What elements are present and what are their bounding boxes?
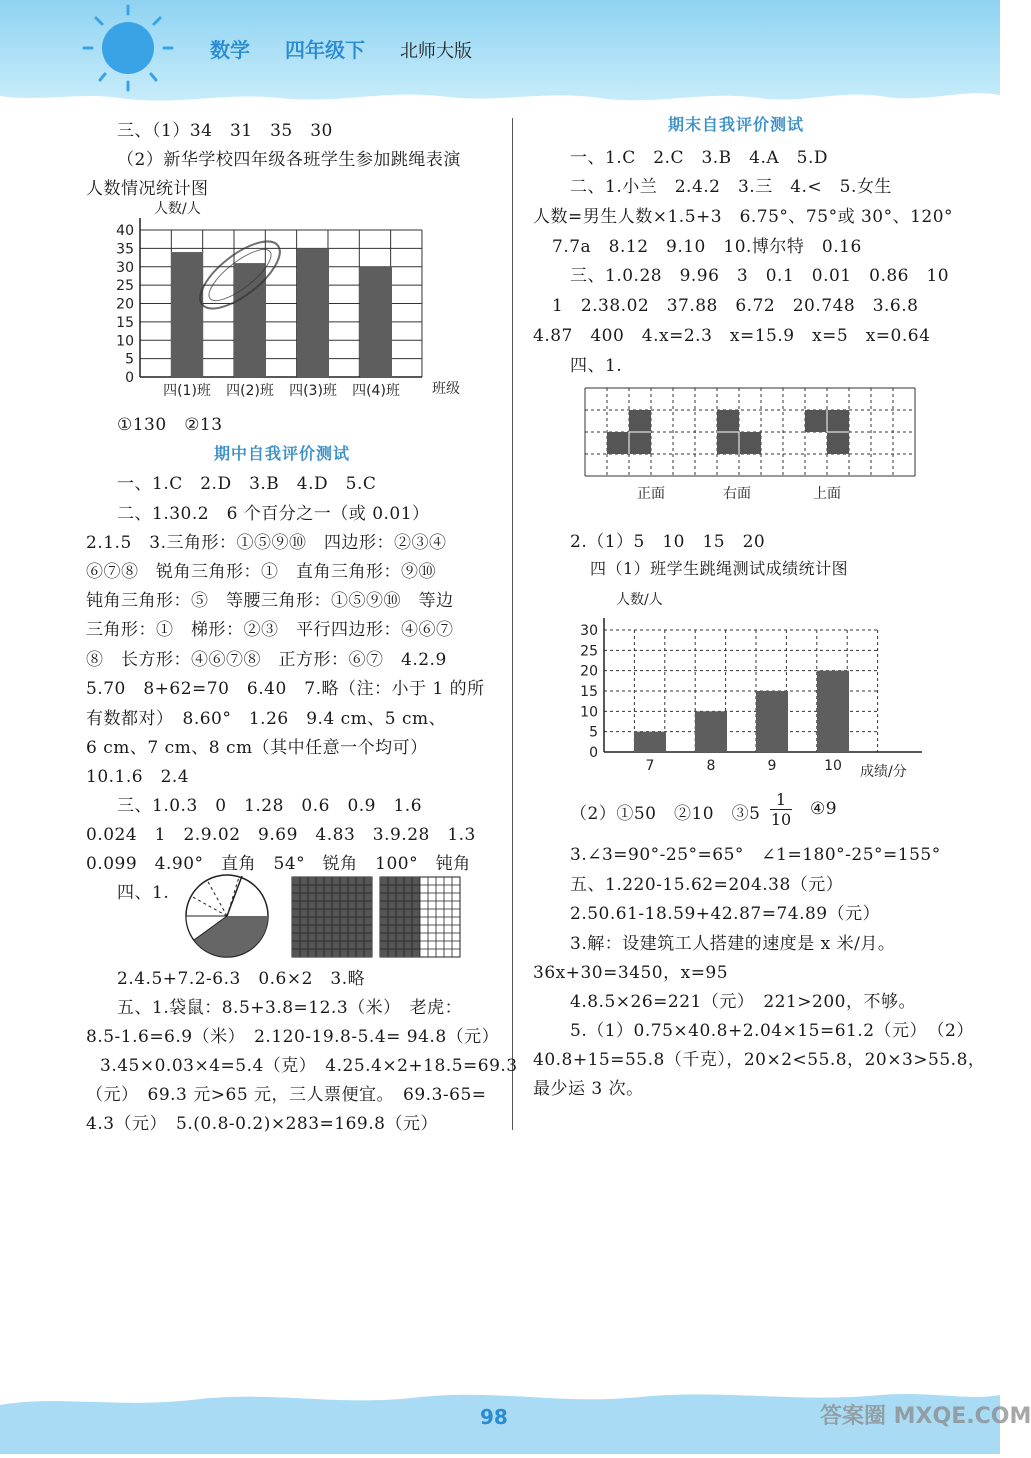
- answer-line: 三角形：① 梯形：②③ 平行四边形：④⑥⑦: [86, 620, 454, 640]
- y-tick-label: 10: [116, 333, 134, 350]
- answer-line: 一、1.C 2.D 3.B 4.D 5.C: [117, 474, 377, 494]
- answer-line: 有数都对） 8.60° 1.26 9.4 cm、5 cm、: [86, 709, 447, 729]
- fraction: [770, 790, 792, 829]
- bar: [634, 732, 666, 752]
- answer-line: 二、1.30.2 6 个百分之一（或 0.01）: [117, 504, 430, 524]
- y-tick-label: 15: [580, 684, 598, 700]
- answer-line: （2）①50 ②10 ③5: [570, 804, 761, 824]
- x-tick-label: 8: [706, 758, 716, 774]
- y-tick-label: 30: [116, 259, 134, 276]
- fraction-numerator: 1: [775, 790, 787, 809]
- page-header: [0, 0, 1000, 112]
- answer-line: 5.（1）0.75×40.8+2.04×15=61.2（元） （2）: [570, 1021, 974, 1041]
- answer-line: 三、1.0.28 9.96 3 0.1 0.01 0.86 10: [570, 266, 950, 286]
- answer-line: 四、1.: [570, 356, 623, 376]
- y-tick-label: 5: [589, 724, 598, 741]
- bar: [756, 691, 788, 752]
- y-tick-label: 15: [116, 314, 134, 331]
- answer-line: 0.024 1 2.9.02 9.69 4.83 3.9.28 1.3: [86, 825, 476, 845]
- answer-line: 36x+30=3450，x=95: [533, 963, 729, 983]
- column-divider: [512, 118, 513, 1130]
- answer-line: （元） 69.3 元>65 元，三人票便宜。 69.3-65=: [86, 1085, 487, 1105]
- answer-line: 7.7a 8.12 9.10 10.博尔特 0.16: [552, 237, 862, 257]
- hundred-grid-a: [292, 877, 372, 957]
- answer-line: ⑧ 长方形：④⑥⑦⑧ 正方形：⑥⑦ 4.2.9: [86, 650, 447, 670]
- y-tick-label: 0: [125, 370, 134, 386]
- answer-line: 二、1.小兰 2.4.2 3.三 4.< 5.女生: [570, 177, 892, 197]
- y-axis-label: 人数/人: [154, 201, 201, 217]
- answer-line: 四、1.: [117, 883, 170, 903]
- y-tick-label: 0: [589, 745, 598, 761]
- y-tick-label: 30: [580, 623, 598, 639]
- bar: [297, 248, 329, 377]
- answer-line: 3.∠3=90°-25°=65° ∠1=180°-25°=155°: [570, 845, 941, 865]
- fraction-figures: [184, 872, 474, 964]
- answer-line: 三、（1）34 31 35 30: [117, 121, 333, 141]
- answer-line: 2.4.5+7.2-6.3 0.6×2 3.略: [117, 969, 366, 989]
- answer-line: ⑥⑦⑧ 锐角三角形：① 直角三角形：⑨⑩: [86, 562, 436, 582]
- bar: [234, 263, 266, 377]
- page-footer: [0, 1385, 1031, 1454]
- answer-line: 40.8+15=55.8（千克），20×2<55.8，20×3>55.8，: [533, 1050, 986, 1070]
- three-views-grid: [585, 388, 915, 478]
- answer-line: （2）新华学校四年级各班学生参加跳绳表演: [117, 150, 461, 170]
- answer-line: 10.1.6 2.4: [86, 767, 190, 787]
- header-edition: 北师大版: [400, 41, 472, 62]
- x-tick-label: 9: [767, 758, 777, 774]
- header-banner: [0, 0, 1000, 112]
- fraction-denominator: 10: [770, 810, 792, 829]
- y-tick-label: 5: [125, 351, 134, 368]
- answer-line: ①130 ②13: [117, 415, 223, 435]
- y-tick-label: 20: [116, 296, 134, 313]
- x-tick-label: 四(2)班: [226, 383, 274, 399]
- watermark: 答案圈 MXQE.COM: [820, 1404, 1031, 1429]
- answer-line: 人数情况统计图: [86, 179, 209, 199]
- y-tick-label: 25: [116, 278, 134, 295]
- answer-line: 4.8.5×26=221（元） 221>200，不够。: [570, 992, 916, 1012]
- y-tick-label: 10: [580, 704, 598, 721]
- answer-line: 人数=男生人数×1.5+3 6.75°、75°或 30°、120°: [533, 207, 954, 227]
- bar: [171, 252, 203, 377]
- bar: [360, 267, 392, 377]
- x-axis-label: 成绩/分: [860, 764, 907, 780]
- bar-chart-jump-rope-classes: [110, 195, 480, 405]
- answer-line: 一、1.C 2.C 3.B 4.A 5.D: [570, 148, 829, 168]
- bar: [695, 711, 727, 752]
- x-tick-label: 四(4)班: [352, 383, 400, 399]
- y-tick-label: 35: [116, 241, 134, 258]
- answer-line: 五、1.220-15.62=204.38（元）: [570, 875, 844, 895]
- header-subject: 数学: [210, 38, 250, 62]
- page-number: 98: [480, 1405, 508, 1429]
- section-title-midterm: 期中自我评价测试: [214, 444, 351, 463]
- x-tick-label: 四(3)班: [289, 383, 337, 399]
- y-tick-label: 20: [580, 663, 598, 680]
- answer-line: 2.（1）5 10 15 20: [570, 532, 766, 552]
- x-tick-label: 7: [645, 758, 655, 774]
- sun-icon: [102, 22, 154, 74]
- answer-line: 2.1.5 3.三角形：①⑤⑨⑩ 四边形：②③④: [86, 533, 447, 553]
- answer-line: 5.70 8+62=70 6.40 7.略（注：小于 1 的所: [86, 679, 485, 699]
- chart-title: 四（1）班学生跳绳测试成绩统计图: [590, 559, 849, 578]
- x-tick-label: 四(1)班: [163, 383, 211, 399]
- header-grade: 四年级下: [285, 38, 365, 62]
- y-axis-label: 人数/人: [616, 592, 663, 608]
- answer-line: 0.099 4.90° 直角 54° 锐角 100° 钝角: [86, 854, 471, 874]
- answer-line: 6 cm、7 cm、8 cm（其中任意一个均可）: [86, 738, 428, 758]
- answer-line: 4.3（元） 5.(0.8-0.2)×283=169.8（元）: [86, 1114, 438, 1134]
- bar: [817, 671, 849, 752]
- answer-line: 3.45×0.03×4=5.4（克） 4.25.4×2+18.5=69.3: [100, 1056, 518, 1076]
- answer-line: 4.87 400 4.x=2.3 x=15.9 x=5 x=0.64: [533, 326, 931, 346]
- x-tick-label: 10: [824, 758, 842, 774]
- view-label-front: 正面: [637, 486, 665, 502]
- answer-line: 钝角三角形：⑤ 等腰三角形：①⑤⑨⑩ 等边: [86, 591, 454, 611]
- answer-line: 2.50.61-18.59+42.87=74.89（元）: [570, 904, 881, 924]
- x-axis-label: 班级: [432, 381, 460, 397]
- answer-line: 8.5-1.6=6.9（米） 2.120-19.8-5.4= 94.8（元）: [86, 1027, 500, 1047]
- answer-line: 五、1.袋鼠：8.5+3.8=12.3（米） 老虎：: [117, 998, 463, 1018]
- hundred-grid-b: [380, 877, 460, 957]
- answer-line: 1 2.38.02 37.88 6.72 20.748 3.6.8: [552, 296, 919, 316]
- answer-line: 三、1.0.3 0 1.28 0.6 0.9 1.6: [117, 796, 423, 816]
- answer-line: ④9: [810, 799, 838, 819]
- bar-chart-jump-rope-scores: [572, 588, 932, 783]
- section-title-final: 期末自我评价测试: [668, 115, 805, 134]
- answer-line: 3.解：设建筑工人搭建的速度是 x 米/月。: [570, 934, 896, 954]
- y-tick-label: 25: [580, 643, 598, 660]
- answer-line: 最少运 3 次。: [533, 1079, 644, 1099]
- y-tick-label: 40: [116, 223, 134, 239]
- view-label-top: 上面: [813, 486, 841, 502]
- view-label-right: 右面: [723, 486, 751, 502]
